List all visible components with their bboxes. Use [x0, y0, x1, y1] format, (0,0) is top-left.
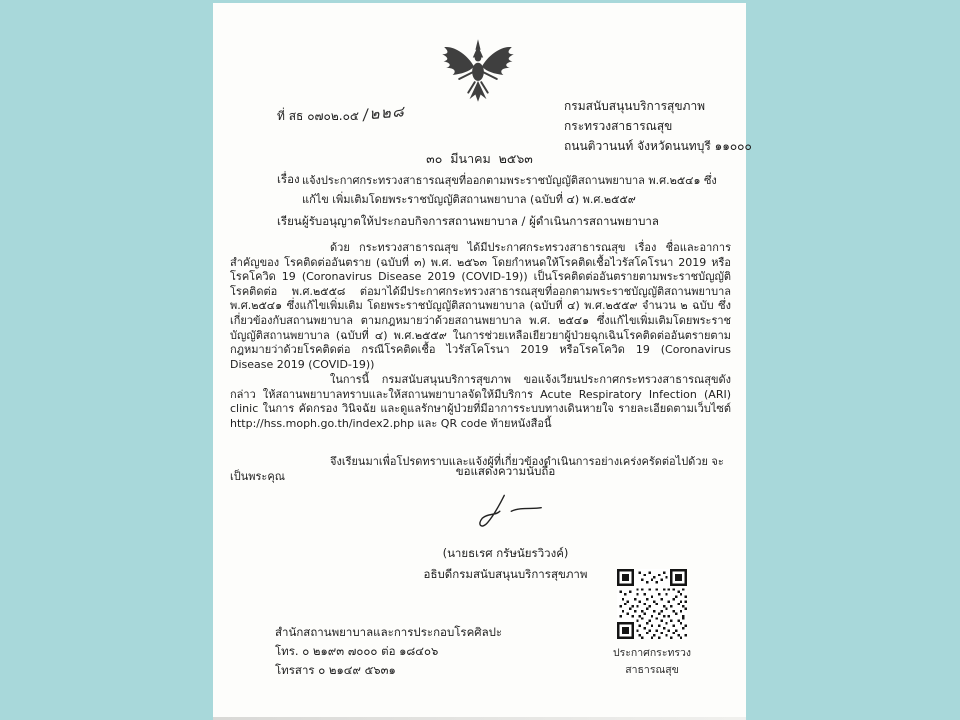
letter-page	[213, 3, 752, 720]
footer-contact-block	[275, 623, 502, 680]
subject-label: เรื่อง	[277, 172, 300, 186]
closing-phrase: ขอแสดงความนับถือ	[455, 464, 556, 478]
garuda-emblem-icon	[439, 34, 517, 120]
footer-fax: โทรสาร ๐ ๒๑๔๙ ๕๖๓๑	[275, 663, 396, 677]
signer-name: (นายธเรศ กรัษนัยรวิวงค์)	[442, 546, 569, 560]
handwritten-signature	[451, 491, 561, 535]
subject-text: แจ้งประกาศกระทรวงสาธารณสุขที่ออกตามพระราชบัญญัติสถานพยาบาล พ.ศ.๒๕๔๑ ซึ่งแก้ไข เพิ่มเติมโดยพระราชบัญญัติสถานพยาบาล (ฉบับที่ ๔) พ.ศ.๒๕๕๙	[302, 174, 717, 206]
agency-line: กรมสนับสนุนบริการสุขภาพ	[564, 99, 706, 113]
subject-row	[277, 171, 726, 209]
qr-code-caption: ประกาศกระทรวงสาธารณสุข	[612, 647, 692, 676]
agency-address-block	[564, 96, 752, 156]
footer-phone: โทร. ๐ ๒๑๙๓ ๗๐๐๐ ต่อ ๑๘๔๐๖	[275, 644, 439, 658]
closing-block	[363, 463, 648, 584]
letter-date: ๓๐ มีนาคม ๒๕๖๓	[426, 151, 533, 166]
reference-prefix: ที่ สธ ๐๗๐๒.๐๕	[277, 109, 359, 123]
body-paragraph-2: ในการนี้ กรมสนับสนุนบริการสุขภาพ ขอแจ้งเวียนประกาศกระทรวงสาธารณสุขดังกล่าว ให้สถานพยาบาลทราบและให้สถานพยาบาลจัดให้มีบริการ Acute Respiratory Infection (ARI) clinic ในการ คัดกรอง วินิจฉัย และดูแลรักษาผู้ป่วยที่มีอาการระบบทางเดินหายใจ รายละเอียดตามเว็บไซต์ http://hss.moph.go.th/index2.php และ QR code ท้ายหนังสือนี้	[230, 373, 731, 430]
addressee-label: เรียน	[277, 214, 302, 228]
qr-code	[617, 569, 687, 639]
addressee-text: ผู้รับอนุญาตให้ประกอบกิจการสถานพยาบาล / ผู้ดำเนินการสถานพยาบาล	[302, 214, 659, 228]
body-paragraph-1: ด้วย กระทรวงสาธารณสุข ได้มีประกาศกระทรวงสาธารณสุข เรื่อง ชื่อและอาการสำคัญของ โรคติดต่ออันตราย (ฉบับที่ ๓) พ.ศ. ๒๕๖๓ โดยกำหนดให้โรคติดเชื้อไวรัสโคโรนา 2019 หรือโรคโควิด 19 (Coronavirus Disease 2019 (COVID-19)) เป็นโรคติดต่ออันตรายตามพระราชบัญญัติโรคติดต่อ พ.ศ.๒๕๕๘ ต่อมาได้มีประกาศกระทรวงสาธารณสุขที่ออกตามพระราชบัญญัติสถานพยาบาล พ.ศ.๒๕๔๑ ซึ่งแก้ไขเพิ่มเติม โดยพระราชบัญญัติสถานพยาบาล (ฉบับที่ ๔) พ.ศ.๒๕๕๙ จำนวน ๒ ฉบับ ซึ่งเกี่ยวข้องกับสถานพยาบาล ตามกฎหมายว่าด้วยสถานพยาบาล พ.ศ. ๒๕๔๑ ซึ่งแก้ไขเพิ่มเติมโดยพระราชบัญญัติสถานพยาบาล (ฉบับที่ ๔) พ.ศ.๒๕๕๙ ในการช่วยเหลือเยียวยาผู้ป่วยฉุกเฉินโรคติดต่ออันตรายตามกฎหมายว่าด้วยโรคติดต่อ กรณีโรคติดเชื้อ ไวรัสโคโรนา 2019 หรือโรคโควิด 19 (Coronavirus Disease 2019 (COVID-19))	[230, 241, 731, 371]
signer-title: อธิบดีกรมสนับสนุนบริการสุขภาพ	[423, 567, 588, 581]
agency-line: ถนนติวานนท์ จังหวัดนนทบุรี ๑๑๐๐๐	[564, 139, 752, 153]
agency-line: กระทรวงสาธารณสุข	[564, 119, 673, 133]
addressee-row	[277, 213, 659, 231]
reference-handwritten-number: /๒๒๘	[361, 102, 406, 124]
footer-office: สำนักสถานพยาบาลและการประกอบโรคศิลปะ	[275, 625, 503, 639]
body-paragraph-3: จึงเรียนมาเพื่อโปรดทราบและแจ้งผู้ที่เกี่ยวข้องดำเนินการอย่างเคร่งครัดต่อไปด้วย จะเป็นพระคุณ	[230, 455, 724, 483]
reference-number	[277, 103, 405, 127]
